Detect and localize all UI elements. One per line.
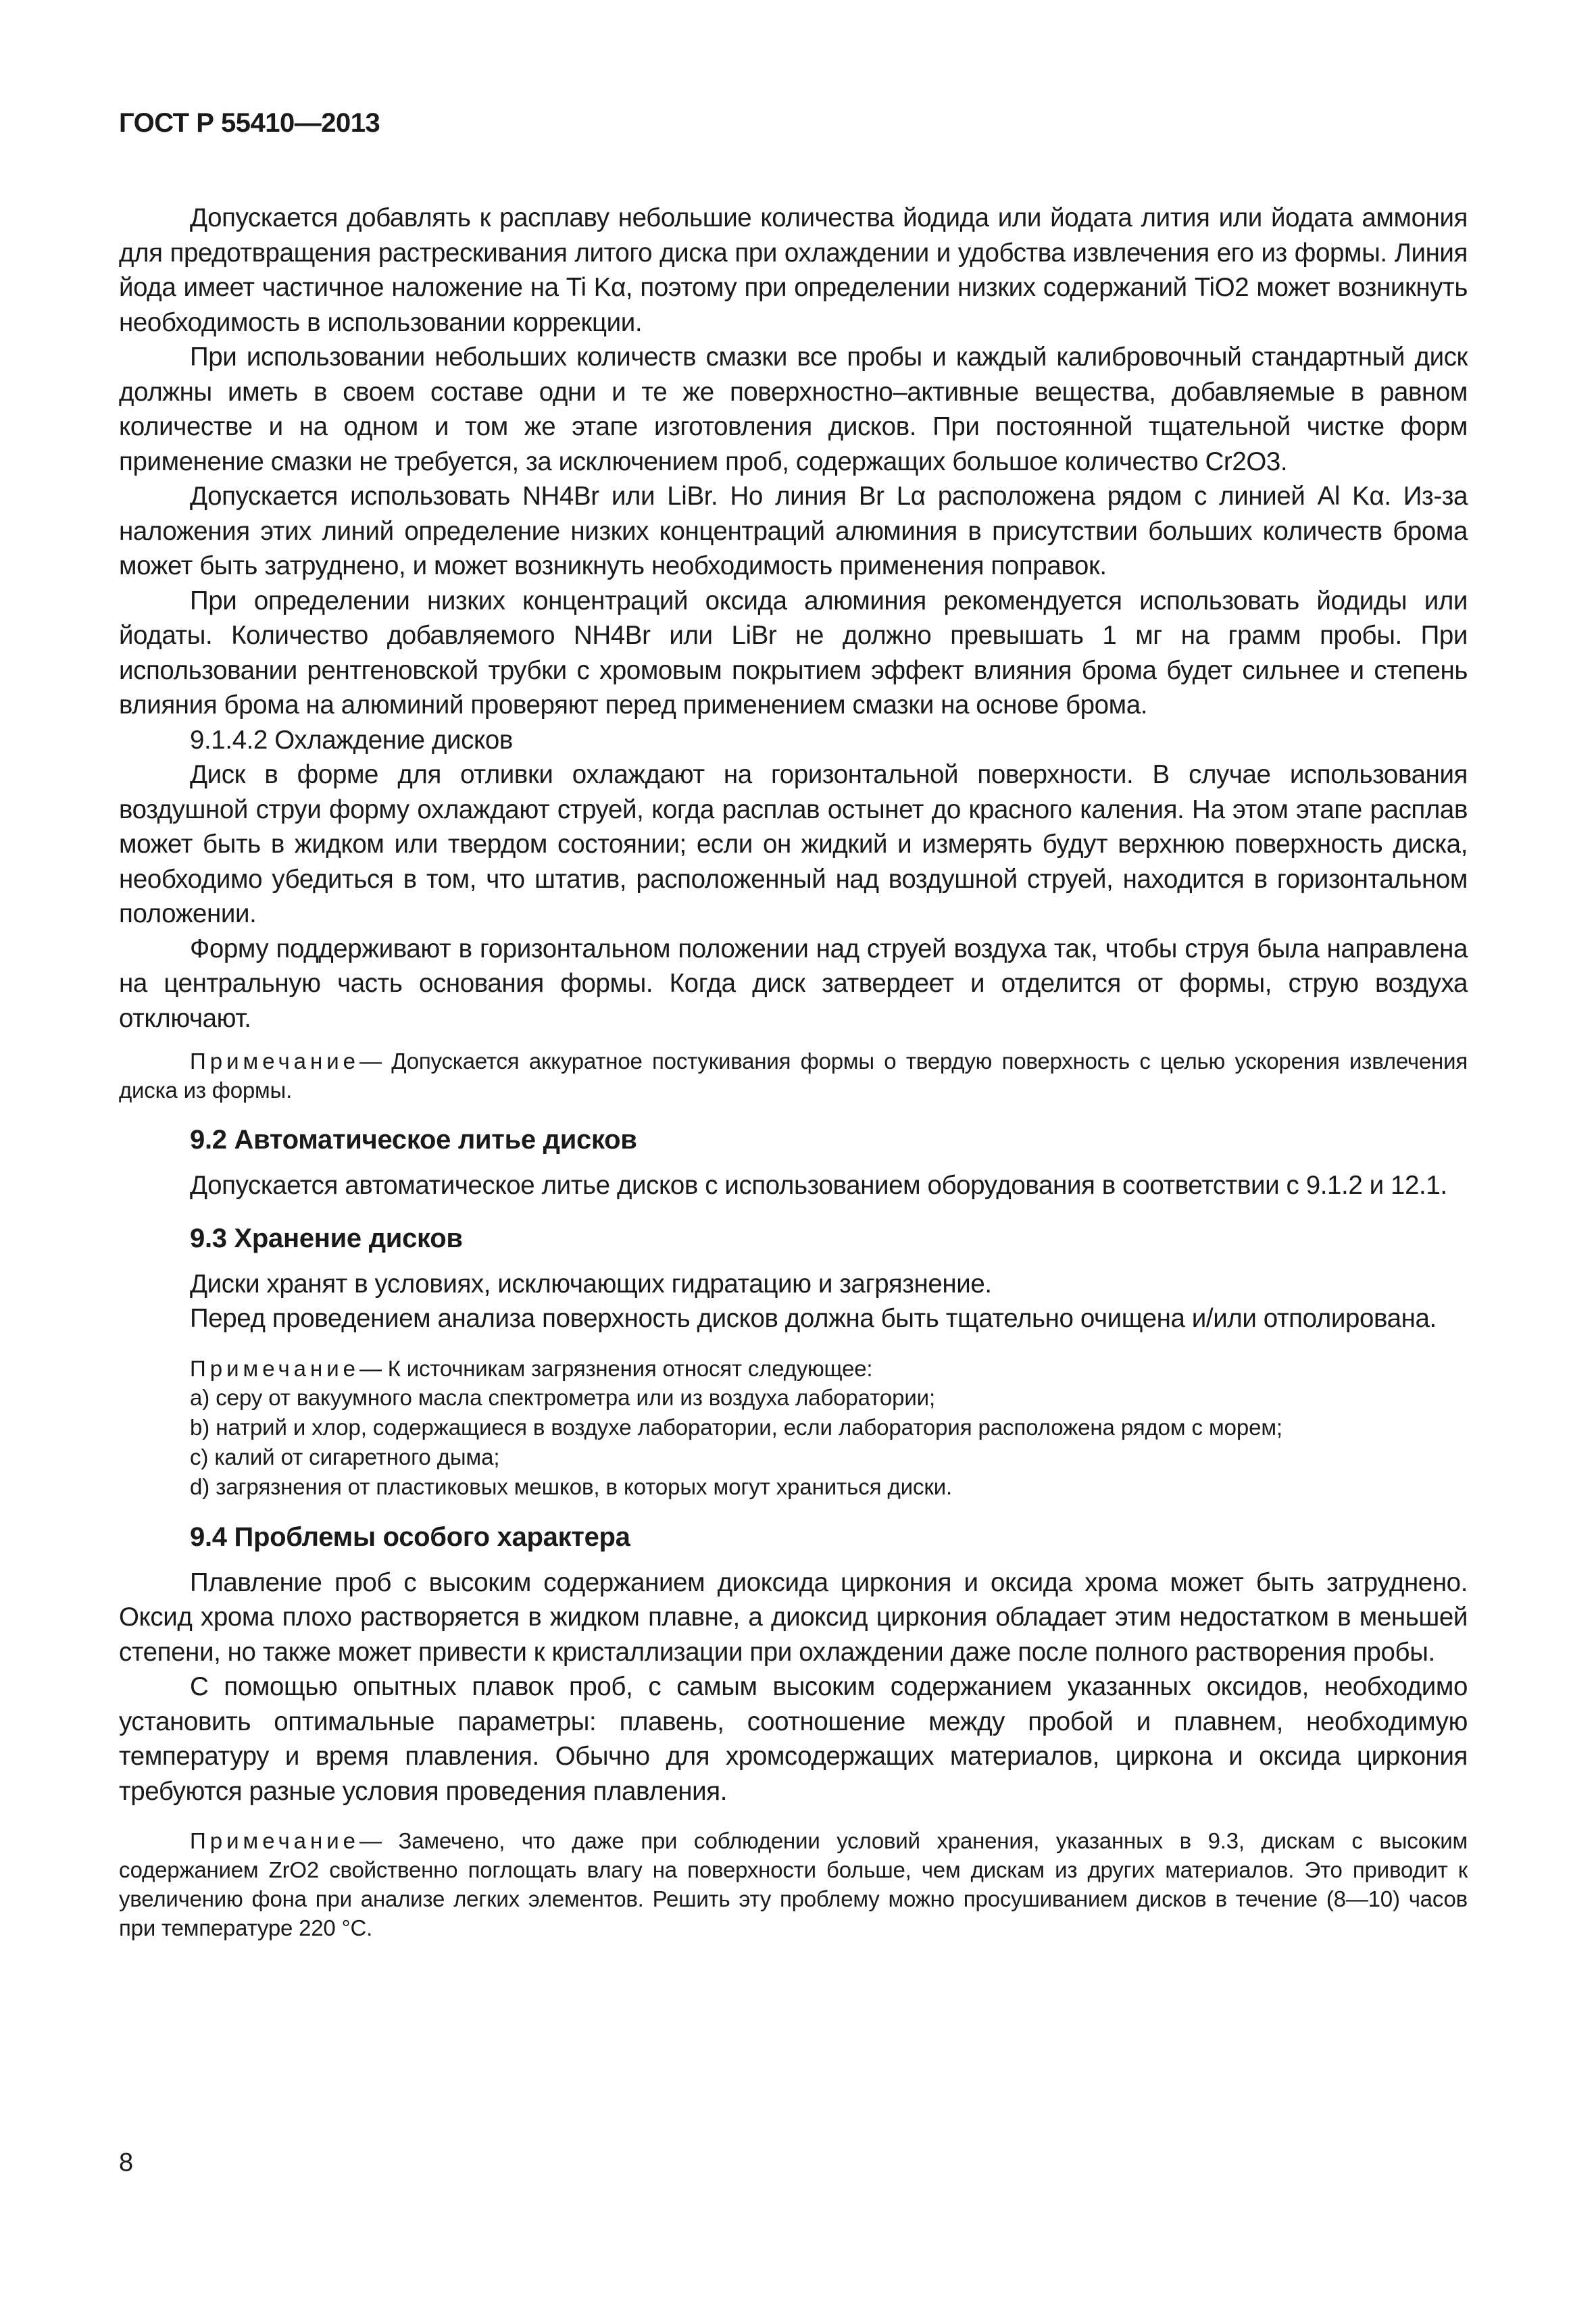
paragraph-bromide: Допускается использовать NH4Br или LiBr. Но линия Br Lα расположена рядом с линией Al Kα. Из-за наложения этих линий определение низких концентраций алюминия в присутствии больших количеств брома может быть затруднено, и может возникнуть необходимость применения поправок.: [119, 482, 1468, 580]
list-item: d) загрязнения от пластиковых мешков, в которых могут храниться диски.: [190, 1474, 953, 1499]
list-item: a) серу от вакуумного масла спектрометра или из воздуха лаборатории;: [190, 1384, 936, 1410]
paragraph-cooling: Диск в форме для отливки охлаждают на горизонтальной поверхности. В случае использования воздушной струи форму охлаждают струей, когда расплав остынет до красного каления. На этом этапе расплав может быть в жидком или твердом состоянии; если он жидкий и измерять будут верхнюю поверхность диска, необходимо убедиться в том, что штатив, расположенный над воздушной струей, находится в горизонтальном положении.: [119, 760, 1468, 928]
section-heading-9-3: 9.3 Хранение дисков: [190, 1223, 463, 1253]
section-heading-9-2: 9.2 Автоматическое литье дисков: [190, 1125, 637, 1155]
paragraph-mold-support: Форму поддерживают в горизонтальном положении над струей воздуха так, чтобы струя была направлена на центральную часть основания формы. Когда диск затвердеет и отделится от формы, струю воздуха отключают.: [119, 934, 1468, 1033]
note-contamination: [119, 1354, 1468, 1383]
document-page: [119, 108, 1468, 1942]
note-moisture: [119, 1826, 1468, 1942]
paragraph-zirconia: Плавление проб с высоким содержанием диоксида циркония и оксида хрома может быть затруднено. Оксид хрома плохо растворяется в жидком плавне, а диоксид циркония обладает этим недостатком в меньшей степени, но также может привести к кристаллизации при охлаждении даже после полного растворения пробы.: [119, 1567, 1468, 1667]
document-header: ГОСТ Р 55410—2013: [119, 108, 380, 138]
list-item: c) калий от сигаретного дыма;: [190, 1444, 500, 1469]
note-text: — Допускается аккуратное постукивания формы о твердую поверхность с целью ускорения извлечения диска из формы.: [119, 1049, 1468, 1103]
list-item: b) натрий и хлор, содержащиеся в воздухе лаборатории, если лаборатория расположена рядом с морем;: [190, 1414, 1283, 1440]
paragraph-auto-casting: Допускается автоматическое литье дисков с использованием оборудования в соответствии с 9.1.2 и 12.1.: [190, 1171, 1447, 1200]
note-text: — Замечено, что даже при соблюдении условий хранения, указанных в 9.3, дискам с высоким содержанием ZrO2 свойственно поглощать влагу на поверхности больше, чем дискам из других материалов. Это приводит к увеличению фона при анализе легких элементов. Решить эту проблему можно просушиванием дисков в течение (8—10) часов при температуре 220 °C.: [119, 1828, 1468, 1940]
paragraph-trial-fusion: С помощью опытных плавок проб, с самым высоким содержанием указанных оксидов, необходимо установить оптимальные параметры: плавень, соотношение между пробой и плавнем, необходимую температуру и время плавления. Обычно для хромсодержащих материалов, циркона и оксида циркония требуются разные условия проведения плавления.: [119, 1672, 1468, 1806]
page-number: 8: [119, 2148, 134, 2177]
paragraph-lubricant: При использовании небольших количеств смазки все пробы и каждый калибровочный стандартный диск должны иметь в своем составе одни и те же поверхностно–активные вещества, добавляемые в равном количестве и на одном и том же этапе изготовления дисков. При постоянной тщательной чистке форм применение смазки не требуется, за исключением проб, содержащих большое количество Cr2O3.: [119, 343, 1468, 476]
note-label: Примечание: [190, 1355, 360, 1381]
paragraph-lithium-iodide: Допускается добавлять к расплаву небольшие количества йодида или йодата лития или йодата аммония для предотвращения растрескивания литого диска при охлаждении и удобства извлечения его из формы. Линия йода имеет частичное наложение на Ti Kα, поэтому при определении низких содержаний TiO2 может возникнуть необходимость в использовании коррекции.: [119, 203, 1468, 337]
paragraph-polishing: Перед проведением анализа поверхность дисков должна быть тщательно очищена и/или отполирована.: [190, 1304, 1437, 1333]
note-text: — К источникам загрязнения относят следующее:: [359, 1355, 873, 1381]
paragraph-storage: Диски хранят в условиях, исключающих гидратацию и загрязнение.: [190, 1269, 992, 1299]
subsection-title-cooling: 9.1.4.2 Охлаждение дисков: [190, 725, 513, 755]
paragraph-alumina: При определении низких концентраций оксида алюминия рекомендуется использовать йодиды или йодаты. Количество добавляемого NH4Br или LiBr не должно превышать 1 мг на грамм пробы. При использовании рентгеновской трубки с хромовым покрытием эффект влияния брома будет сильнее и степень влияния брома на алюминий проверяют перед применением смазки на основе брома.: [119, 586, 1468, 720]
note-tapping: [119, 1047, 1468, 1105]
note-label: Примечание: [190, 1049, 360, 1074]
note-label: Примечание: [190, 1828, 360, 1853]
section-heading-9-4: 9.4 Проблемы особого характера: [190, 1521, 630, 1552]
